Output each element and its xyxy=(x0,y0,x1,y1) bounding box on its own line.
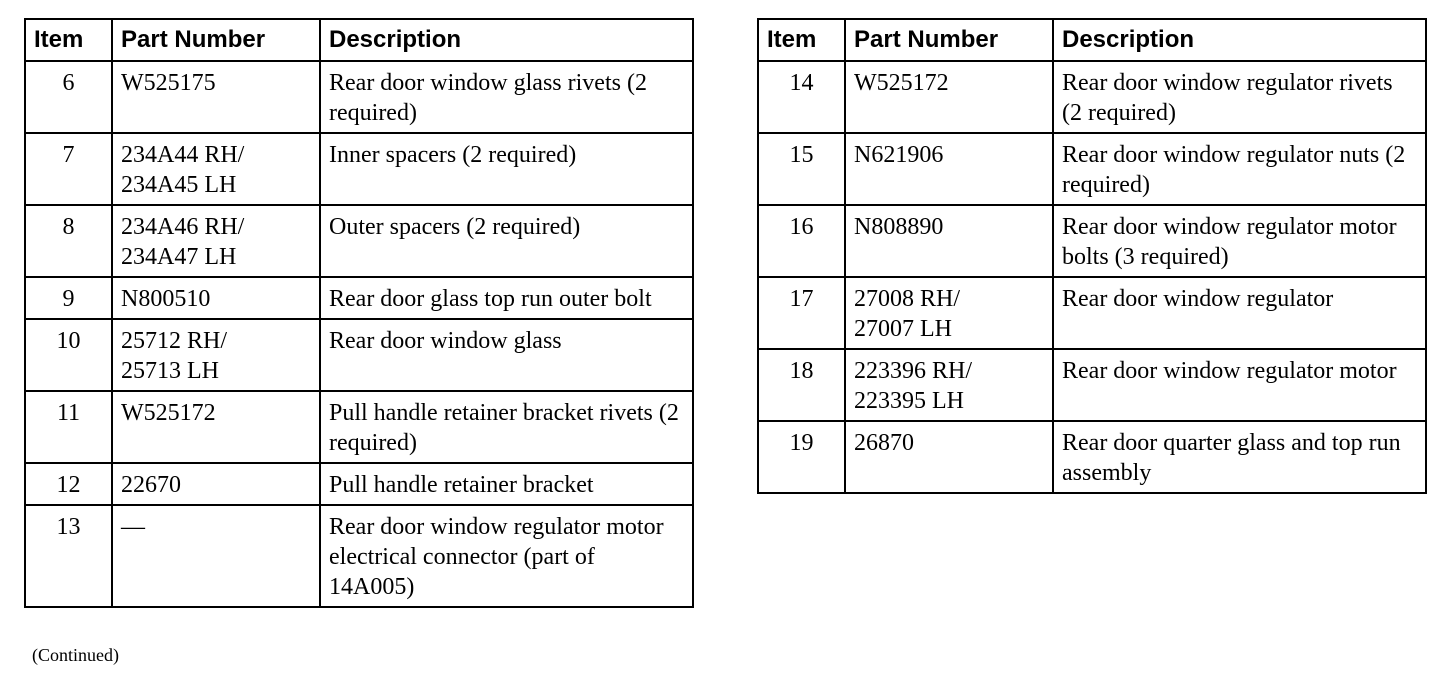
item-cell: 6 xyxy=(25,61,112,133)
item-cell: 7 xyxy=(25,133,112,205)
continued-note: (Continued) xyxy=(32,645,119,665)
description-cell: Rear door window regulator motor electrical connector (part of 14A005) xyxy=(320,505,693,607)
part-number-cell: W525172 xyxy=(845,61,1053,133)
header-part-number: Part Number xyxy=(112,19,320,61)
header-item: Item xyxy=(25,19,112,61)
header-item: Item xyxy=(758,19,845,61)
table-row xyxy=(25,61,693,133)
description-cell: Rear door window glass xyxy=(320,319,693,391)
item-cell: 10 xyxy=(25,319,112,391)
table-row xyxy=(758,205,1426,277)
table-row xyxy=(758,61,1426,133)
description-cell: Rear door quarter glass and top run assembly xyxy=(1053,421,1426,493)
header-part-number: Part Number xyxy=(845,19,1053,61)
item-cell: 11 xyxy=(25,391,112,463)
part-number-cell: N800510 xyxy=(112,277,320,319)
table-row xyxy=(25,133,693,205)
part-number-cell: 27008 RH/ 27007 LH xyxy=(845,277,1053,349)
item-cell: 8 xyxy=(25,205,112,277)
description-cell: Outer spacers (2 required) xyxy=(320,205,693,277)
item-cell: 16 xyxy=(758,205,845,277)
parts-table-right xyxy=(757,18,1427,494)
part-number-cell: 22670 xyxy=(112,463,320,505)
part-number-cell: 223396 RH/ 223395 LH xyxy=(845,349,1053,421)
table-row xyxy=(25,277,693,319)
part-number-cell: N808890 xyxy=(845,205,1053,277)
header-row xyxy=(758,19,1426,61)
part-number-cell: N621906 xyxy=(845,133,1053,205)
part-number-cell: 25712 RH/ 25713 LH xyxy=(112,319,320,391)
description-cell: Rear door glass top run outer bolt xyxy=(320,277,693,319)
description-cell: Rear door window regulator nuts (2 required) xyxy=(1053,133,1426,205)
part-number-cell: W525175 xyxy=(112,61,320,133)
table-row xyxy=(758,349,1426,421)
part-number-cell: — xyxy=(112,505,320,607)
item-cell: 15 xyxy=(758,133,845,205)
description-cell: Rear door window regulator rivets (2 required) xyxy=(1053,61,1426,133)
description-cell: Rear door window regulator xyxy=(1053,277,1426,349)
item-cell: 19 xyxy=(758,421,845,493)
part-number-cell: 234A46 RH/ 234A47 LH xyxy=(112,205,320,277)
description-cell: Inner spacers (2 required) xyxy=(320,133,693,205)
part-number-cell: 234A44 RH/ 234A45 LH xyxy=(112,133,320,205)
table-row xyxy=(25,391,693,463)
description-cell: Pull handle retainer bracket rivets (2 required) xyxy=(320,391,693,463)
item-cell: 18 xyxy=(758,349,845,421)
table-row xyxy=(758,421,1426,493)
description-cell: Rear door window regulator motor xyxy=(1053,349,1426,421)
table-row xyxy=(758,133,1426,205)
header-description: Description xyxy=(1053,19,1426,61)
description-cell: Pull handle retainer bracket xyxy=(320,463,693,505)
table-row xyxy=(25,205,693,277)
part-number-cell: 26870 xyxy=(845,421,1053,493)
description-cell: Rear door window glass rivets (2 required) xyxy=(320,61,693,133)
description-cell: Rear door window regulator motor bolts (3 required) xyxy=(1053,205,1426,277)
header-row xyxy=(25,19,693,61)
item-cell: 9 xyxy=(25,277,112,319)
table-row xyxy=(758,277,1426,349)
item-cell: 12 xyxy=(25,463,112,505)
part-number-cell: W525172 xyxy=(112,391,320,463)
parts-table-left xyxy=(24,18,694,608)
item-cell: 13 xyxy=(25,505,112,607)
table-row xyxy=(25,319,693,391)
table-row xyxy=(25,505,693,607)
table-row xyxy=(25,463,693,505)
header-description: Description xyxy=(320,19,693,61)
item-cell: 14 xyxy=(758,61,845,133)
item-cell: 17 xyxy=(758,277,845,349)
